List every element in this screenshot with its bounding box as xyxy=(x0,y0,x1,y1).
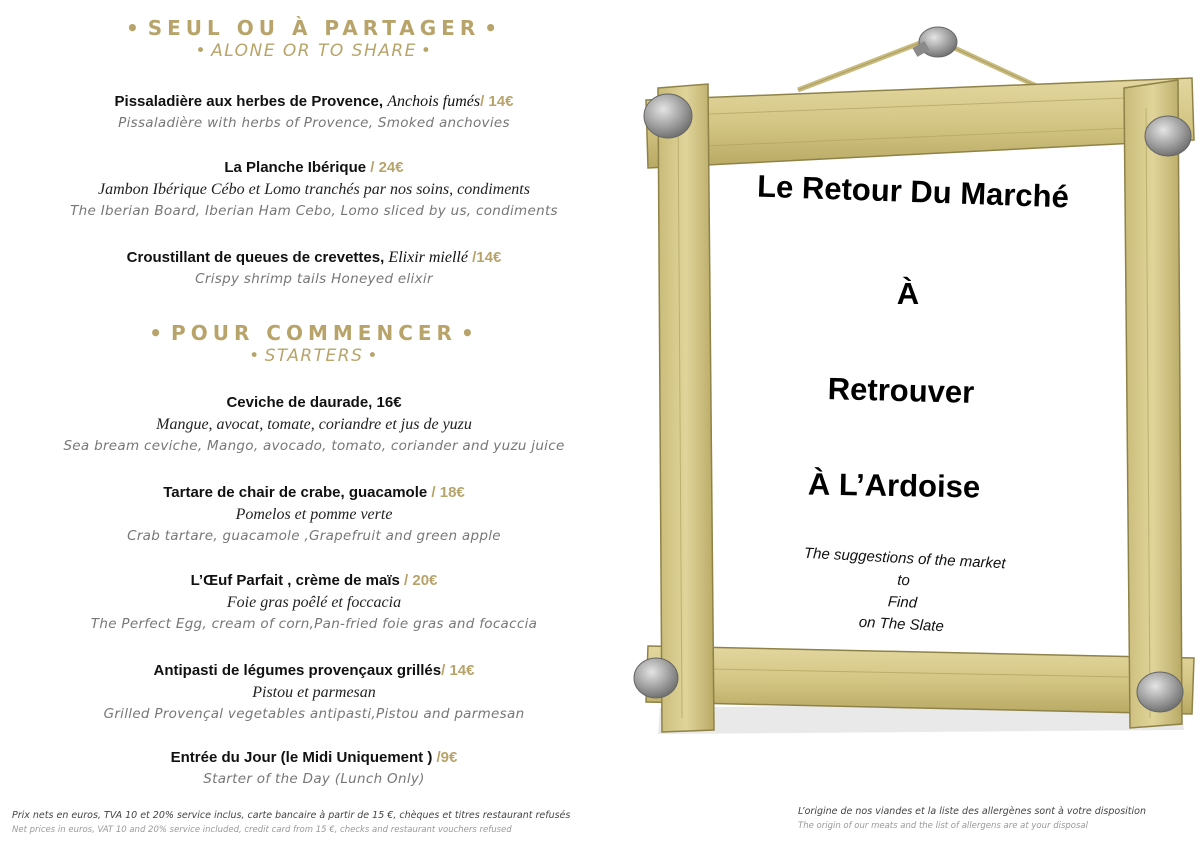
item-desc-en: Crab tartare, guacamole ,Grapefruit and green apple xyxy=(127,528,501,544)
menu-item xyxy=(0,392,628,456)
item-desc-en: Grilled Provençal vegetables antipasti,Pistou and parmesan xyxy=(103,706,525,722)
section-subtitle: • STARTERS • xyxy=(249,346,379,366)
board-english-caption xyxy=(776,542,1030,643)
item-name: Croustillant de queues de crevettes, Elixir miellé /14€ xyxy=(126,249,502,266)
item-desc-en: Sea bream ceviche, Mango, avocado, tomato, coriander and yuzu juice xyxy=(63,438,565,454)
item-name: Pissaladière aux herbes de Provence, Anchois fumés/ 14€ xyxy=(114,93,514,110)
item-name: La Planche Ibérique / 24€ xyxy=(224,159,404,176)
board-line-3: Retrouver xyxy=(827,371,975,410)
board-en-line-1: The suggestions of the market xyxy=(803,544,1006,573)
item-name: Ceviche de daurade, 16€ xyxy=(226,394,402,411)
bullet-icon: • xyxy=(460,321,479,345)
item-desc-en: The Perfect Egg, cream of corn,Pan-fried foie gras and focaccia xyxy=(90,616,538,632)
item-desc-fr: Foie gras poêlé et foccacia xyxy=(226,594,402,611)
item-desc-en: Starter of the Day (Lunch Only) xyxy=(203,771,425,787)
bullet-icon: • xyxy=(195,41,208,61)
nail-icon xyxy=(634,658,678,698)
footer-allergens-fr: L’origine de nos viandes et la liste des allergènes sont à votre disposition xyxy=(798,806,1147,817)
section-header-share xyxy=(0,16,628,62)
nail-icon xyxy=(912,27,957,57)
nail-icon xyxy=(644,94,692,138)
item-name: Antipasti de légumes provençaux grillés/ 14€ xyxy=(153,662,475,679)
item-desc-fr: Jambon Ibérique Cébo et Lomo tranchés par nos soins, condiments xyxy=(98,181,530,198)
item-desc-en: Pissaladière with herbs of Provence, Smoked anchovies xyxy=(118,115,510,131)
item-name: L’Œuf Parfait , crème de maïs / 20€ xyxy=(190,572,438,589)
board-en-line-2: to xyxy=(896,571,911,590)
section-header-starters xyxy=(0,321,628,367)
board-en-line-4: on The Slate xyxy=(858,613,945,636)
bullet-icon: • xyxy=(125,16,144,40)
menu-item xyxy=(0,570,628,634)
footer-allergens-en: The origin of our meats and the list of allergens are at your disposal xyxy=(798,821,1088,831)
bullet-icon: • xyxy=(367,346,379,366)
item-desc-fr: Pomelos et pomme verte xyxy=(235,506,393,523)
item-desc-fr: Pistou et parmesan xyxy=(252,684,376,701)
menu-item xyxy=(0,157,628,221)
item-name: Entrée du Jour (le Midi Uniquement ) /9€ xyxy=(170,749,458,766)
nail-icon xyxy=(1137,672,1183,712)
section-title: • POUR COMMENCER • xyxy=(149,321,479,345)
menu-item xyxy=(0,482,628,546)
bullet-icon: • xyxy=(149,321,168,345)
bullet-icon: • xyxy=(420,41,433,61)
menu-item xyxy=(0,747,628,789)
section-title: • SEUL OU À PARTAGER • xyxy=(125,16,503,40)
board-line-4: À L’Ardoise xyxy=(807,466,981,505)
menu-item xyxy=(0,91,628,133)
footer-prices-en: Net prices in euros, VAT 10 and 20% service included, credit card from 15 €, checks and restaurant vouchers refused xyxy=(12,825,512,835)
footer-prices-fr: Prix nets en euros, TVA 10 et 20% service inclus, carte bancaire à partir de 15 €, chèques et titres restaurant refusés xyxy=(12,810,571,821)
item-desc-en: The Iberian Board, Iberian Ham Cebo, Lomo sliced by us, condiments xyxy=(70,203,558,219)
nail-icon xyxy=(1145,116,1191,156)
bullet-icon: • xyxy=(249,346,261,366)
section-subtitle: • ALONE OR TO SHARE • xyxy=(195,41,433,61)
wooden-frame-board xyxy=(618,18,1200,738)
board-line-1: Le Retour Du Marché xyxy=(756,168,1070,215)
menu-item xyxy=(0,247,628,289)
menu-item xyxy=(0,660,628,724)
item-name: Tartare de chair de crabe, guacamole / 18€ xyxy=(163,484,465,501)
bullet-icon: • xyxy=(484,16,503,40)
item-desc-en: Crispy shrimp tails Honeyed elixir xyxy=(195,271,433,287)
board-line-2: À xyxy=(896,276,920,311)
board-en-line-3: Find xyxy=(887,593,918,612)
item-desc-fr: Mangue, avocat, tomate, coriandre et jus de yuzu xyxy=(156,416,472,433)
